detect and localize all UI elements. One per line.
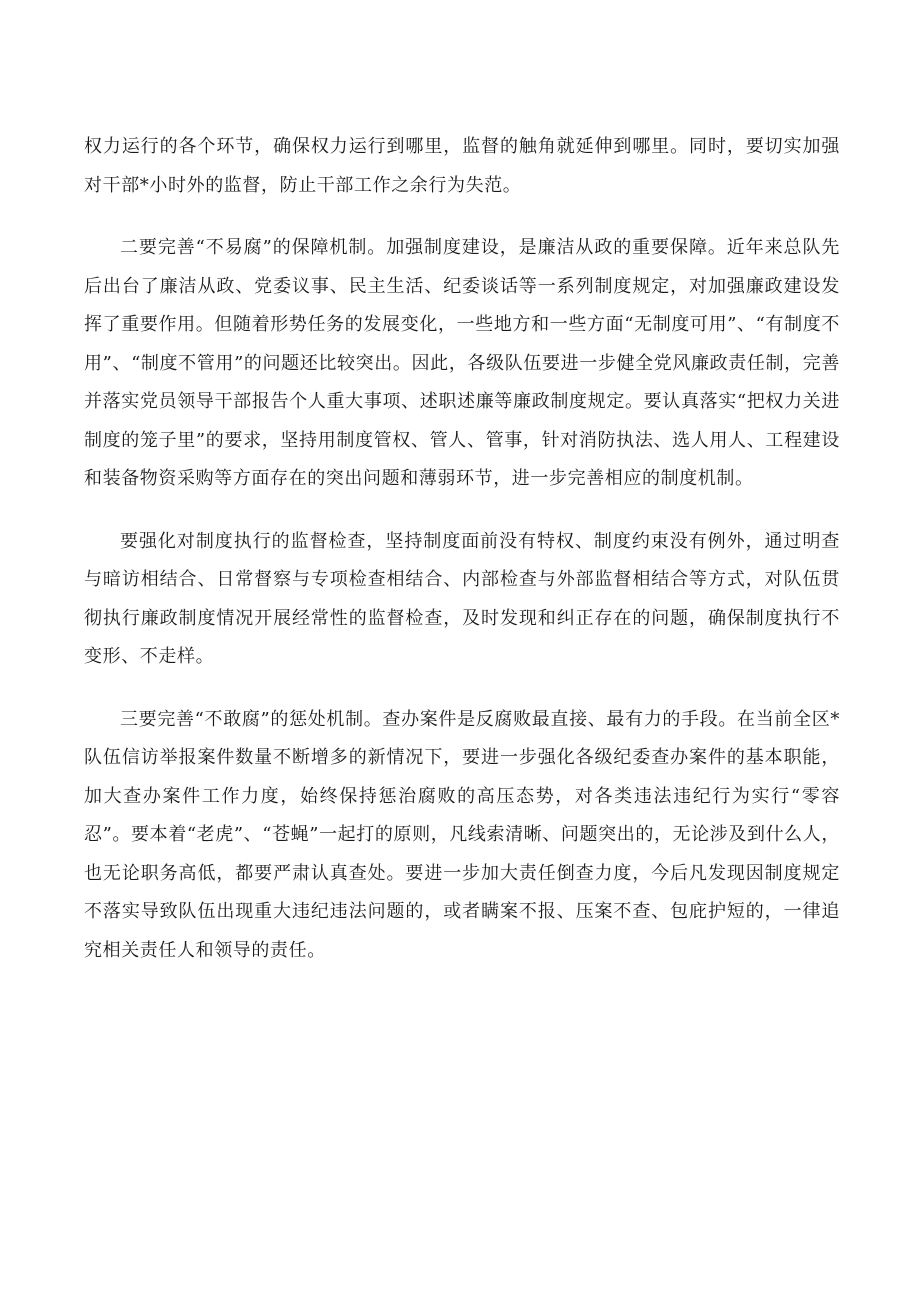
paragraph-supervision-inspection: 要强化对制度执行的监督检查，坚持制度面前没有特权、制度约束没有例外，通过明查与暗访相结合、日常督察与专项检查相结合、内部检查与外部监督相结合等方式，对队伍贯彻执行廉政制度情况开展经常性的监督检查，及时发现和纠正存在的问题，确保制度执行不变形、不走样。 (84, 530, 840, 667)
paragraph-gap (84, 677, 840, 701)
paragraph-punishment-mechanism: 三要完善“不敢腐”的惩处机制。查办案件是反腐败最直接、最有力的手段。在当前全区*队伍信访举报案件数量不断增多的新情况下，要进一步强化各级纪委查办案件的基本职能，加大查办案件工作力度，始终保持惩治腐败的高压态势，对各类违法违纪行为实行“零容忍”。要本着“老虎”、“苍蝇”一起打的原则，凡线索清晰、问题突出的，无论涉及到什么人，也无论职务高低，都要严肃认真查处。要进一步加大责任倒查力度，今后凡发现因制度规定不落实导致队伍出现重大违纪违法问题的，或者瞒案不报、压案不查、包庇护短的，一律追究相关责任人和领导的责任。 (84, 708, 840, 961)
paragraph-continuation: 权力运行的各个环节，确保权力运行到哪里，监督的触角就延伸到哪里。同时，要切实加强对干部*小时外的监督，防止干部工作之余行为失范。 (84, 136, 840, 196)
paragraph-gap (84, 499, 840, 523)
paragraph-gap (84, 205, 840, 229)
paragraph-anti-corruption-safeguard: 二要完善“不易腐”的保障机制。加强制度建设，是廉洁从政的重要保障。近年来总队先后出台了廉洁从政、党委议事、民主生活、纪委谈话等一系列制度规定，对加强廉政建设发挥了重要作用。但随着形势任务的发展变化，一些地方和一些方面“无制度可用”、“有制度不用”、“制度不管用”的问题还比较突出。因此，各级队伍要进一步健全党风廉政责任制，完善并落实党员领导干部报告个人重大事项、述职述廉等廉政制度规定。要认真落实“把权力关进制度的笼子里”的要求，坚持用制度管权、管人、管事，针对消防执法、选人用人、工程建设和装备物资采购等方面存在的突出问题和薄弱环节，进一步完善相应的制度机制。 (84, 237, 840, 489)
document-body (84, 128, 840, 970)
